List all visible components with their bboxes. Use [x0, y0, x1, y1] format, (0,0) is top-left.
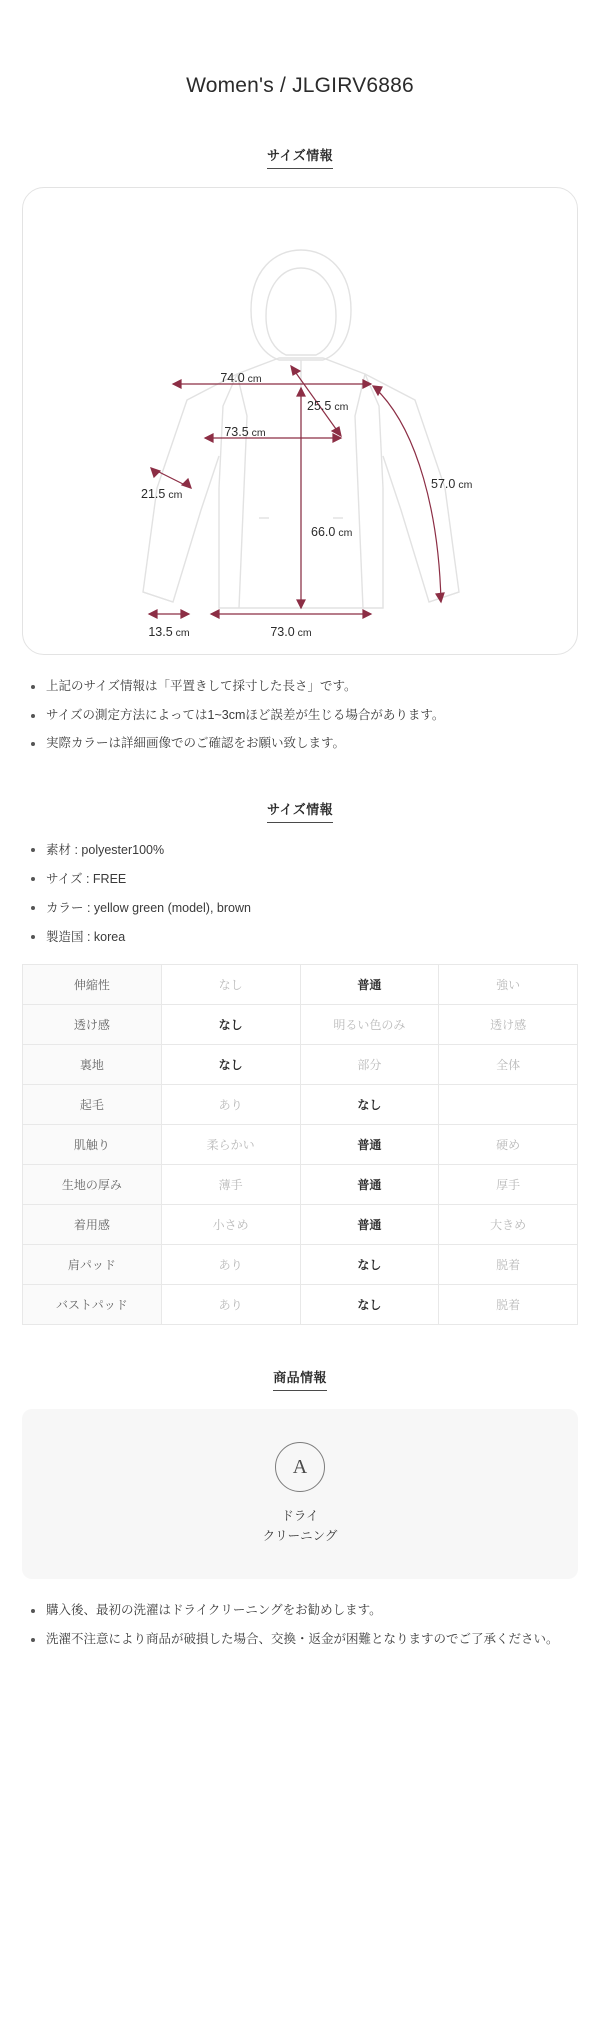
option-cell: なし — [161, 965, 300, 1005]
row-header: バストパッド — [23, 1285, 162, 1325]
measure-label-0: 74.0 — [220, 371, 245, 386]
list-item: 購入後、最初の洗濯はドライクリーニングをお勧めします。 — [28, 1601, 576, 1620]
measure-label-3: 21.5 — [141, 487, 166, 502]
dry-clean-symbol: A — [275, 1442, 325, 1492]
option-cell: 明るい色のみ — [300, 1005, 439, 1045]
row-header: 肩パッド — [23, 1245, 162, 1285]
product-info-heading — [22, 1367, 578, 1391]
option-cell: 大きめ — [439, 1205, 578, 1245]
measure-label-6: 13.5 — [148, 625, 173, 640]
option-cell-empty — [439, 1085, 578, 1125]
list-item: 実際カラーは詳細画像でのご確認をお願い致します。 — [28, 734, 576, 753]
option-cell-selected: なし — [300, 1245, 439, 1285]
option-cell-selected: なし — [161, 1005, 300, 1045]
option-cell: 全体 — [439, 1045, 578, 1085]
measurement-notes-list — [22, 677, 578, 753]
row-header: 着用感 — [23, 1205, 162, 1245]
table-row — [23, 1045, 578, 1085]
care-label-line1: ドライ — [281, 1509, 319, 1524]
list-item: サイズの測定方法によっては1~3cmほど誤差が生じる場合があります。 — [28, 706, 576, 725]
measure-unit-3: cm — [168, 489, 183, 502]
care-instruction-card — [22, 1409, 578, 1579]
spec-info-heading-label: サイズ情報 — [267, 799, 333, 823]
measure-label-2: 73.5 — [224, 425, 249, 440]
option-cell: 強い — [439, 965, 578, 1005]
measurement-lines — [149, 366, 444, 618]
table-row — [23, 1245, 578, 1285]
option-cell-selected: 普通 — [300, 965, 439, 1005]
measure-unit-4: cm — [458, 479, 473, 492]
table-row — [23, 1165, 578, 1205]
attribute-table — [22, 964, 578, 1325]
option-cell-selected: 普通 — [300, 1165, 439, 1205]
option-cell: あり — [161, 1285, 300, 1325]
svg-text:25.5cm — [307, 399, 349, 413]
care-label-line2: クリーニング — [262, 1529, 338, 1544]
table-row — [23, 965, 578, 1005]
care-label — [263, 1506, 338, 1546]
row-header: 伸縮性 — [23, 965, 162, 1005]
option-cell-selected: なし — [161, 1045, 300, 1085]
option-cell-selected: 普通 — [300, 1125, 439, 1165]
row-header: 生地の厚み — [23, 1165, 162, 1205]
spec-info-heading — [22, 799, 578, 823]
product-detail-page — [0, 72, 600, 1698]
row-header: 起毛 — [23, 1085, 162, 1125]
measure-label-1: 25.5 — [307, 399, 332, 414]
option-cell: あり — [161, 1245, 300, 1285]
option-cell: 硬め — [439, 1125, 578, 1165]
list-item: カラー : yellow green (model), brown — [28, 899, 576, 918]
measurement-diagram-card — [22, 187, 578, 655]
list-item: 上記のサイズ情報は「平置きして採寸した長さ」です。 — [28, 677, 576, 696]
measure-unit-5: cm — [338, 527, 353, 540]
option-cell-selected: なし — [300, 1285, 439, 1325]
measure-unit-0: cm — [247, 373, 262, 386]
spec-list — [22, 841, 578, 946]
svg-text:13.5cm — [148, 625, 190, 639]
hooded-jacket-measurement-diagram — [23, 188, 578, 654]
row-header: 肌触り — [23, 1125, 162, 1165]
option-cell: あり — [161, 1085, 300, 1125]
svg-text:73.5cm — [224, 425, 266, 439]
list-item: サイズ : FREE — [28, 870, 576, 889]
list-item: 素材 : polyester100% — [28, 841, 576, 860]
size-info-heading — [22, 145, 578, 169]
measure-unit-2: cm — [251, 427, 266, 440]
svg-text:66.0cm — [311, 525, 353, 539]
svg-text:21.5cm — [141, 487, 183, 501]
measure-label-7: 73.0 — [270, 625, 295, 640]
list-item: 洗濯不注意により商品が破損した場合、交換・返金が困難となりますのでご了承ください。 — [28, 1630, 576, 1649]
svg-text:57.0cm — [431, 477, 473, 491]
svg-text:74.0cm — [220, 371, 262, 385]
size-info-heading-label: サイズ情報 — [267, 145, 333, 169]
option-cell-selected: なし — [300, 1085, 439, 1125]
measure-label-4: 57.0 — [431, 477, 456, 492]
option-cell: 部分 — [300, 1045, 439, 1085]
bottom-spacer — [22, 1658, 578, 1698]
option-cell: 柔らかい — [161, 1125, 300, 1165]
table-row — [23, 1285, 578, 1325]
care-notes-list — [22, 1601, 578, 1649]
measurement-labels — [141, 371, 473, 639]
option-cell: 透け感 — [439, 1005, 578, 1045]
product-info-heading-label: 商品情報 — [273, 1367, 327, 1391]
row-header: 裏地 — [23, 1045, 162, 1085]
table-row — [23, 1085, 578, 1125]
table-row — [23, 1205, 578, 1245]
table-row — [23, 1005, 578, 1045]
option-cell: 脱着 — [439, 1245, 578, 1285]
measure-unit-1: cm — [334, 401, 349, 414]
option-cell: 厚手 — [439, 1165, 578, 1205]
row-header: 透け感 — [23, 1005, 162, 1045]
page-title: Women's / JLGIRV6886 — [186, 74, 414, 97]
option-cell: 脱着 — [439, 1285, 578, 1325]
measure-unit-6: cm — [175, 627, 190, 640]
list-item: 製造国 : korea — [28, 928, 576, 947]
table-row — [23, 1125, 578, 1165]
option-cell: 薄手 — [161, 1165, 300, 1205]
option-cell: 小さめ — [161, 1205, 300, 1245]
measure-unit-7: cm — [297, 627, 312, 640]
measure-label-5: 66.0 — [311, 525, 336, 540]
svg-text:73.0cm — [270, 625, 312, 639]
option-cell-selected: 普通 — [300, 1205, 439, 1245]
